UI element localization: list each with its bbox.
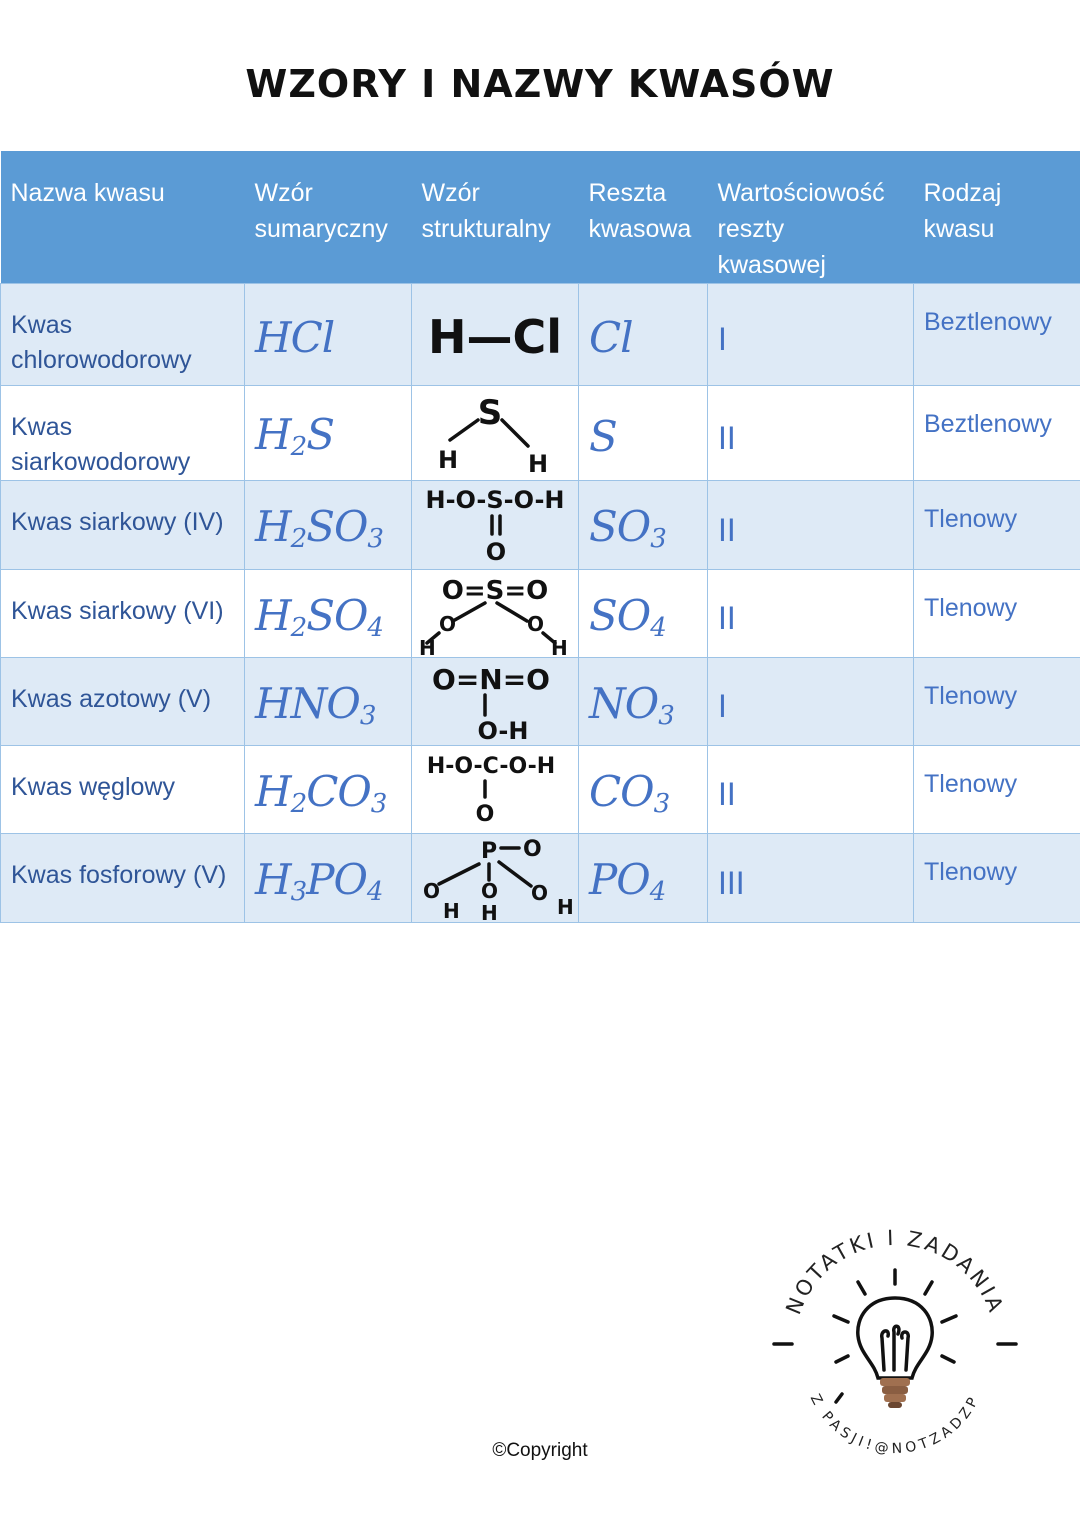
table-row [1,834,1080,923]
atom-o: O [531,881,549,905]
acid-name-cell: Kwas siarkowy (VI) [1,570,245,658]
acid-type-cell: Tlenowy [914,481,1080,570]
valence-cell: II [708,481,914,570]
structure-bottom: O-H [477,716,529,745]
bulb-filament [882,1326,909,1370]
acids-table [0,151,1080,923]
valence-cell: III [708,834,914,923]
acid-type-cell: Tlenowy [914,834,1080,923]
atom-h: H [528,450,549,478]
structural-formula-cell [412,284,579,386]
molecular-formula-cell: $H_2SO_3$ [245,481,412,570]
atom-h: H [443,899,460,922]
copyright-text: ©Copyright [492,1440,588,1461]
structure-h2so4 [415,571,575,657]
structural-formula-cell [412,658,579,746]
atom-p: P [481,839,498,864]
acid-name-cell: Kwas azotowy (V) [1,658,245,746]
acid-type-cell: Tlenowy [914,570,1080,658]
molecular-formula-cell: $H_3PO_4$ [245,834,412,923]
table-header-row [1,151,1080,284]
atom-o: O [527,611,545,636]
logo-graphic [770,1220,1020,1460]
acid-name-cell: Kwas węglowy [1,746,245,834]
structure-top: O=N=O [432,662,550,696]
molecular-formula-cell: HCl [245,284,412,386]
structural-formula-cell [412,481,579,570]
valence-cell: I [708,284,914,386]
structural-formula-cell [412,570,579,658]
structure-row: H-O-S-O-H [425,486,565,514]
table-row [1,386,1080,481]
structure-h2co3 [415,747,575,833]
valence-cell: II [708,386,914,481]
structure-h2so3 [415,482,575,568]
molecular-formula-cell: $H_2CO_3$ [245,746,412,834]
molecular-formula-cell: $H_2SO_4$ [245,570,412,658]
header-acid-name: Nazwa kwasu [10,179,165,207]
table-row [1,570,1080,658]
atom-h: H [557,895,574,919]
acid-residue-cell: $CO_3$ [579,746,708,834]
acid-type-cell: Tlenowy [914,746,1080,834]
valence-cell: II [708,746,914,834]
acid-residue-cell: $SO_4$ [579,570,708,658]
acid-name-cell: Kwas siarkowy (IV) [1,481,245,570]
acid-type-cell: Beztlenowy [914,284,1080,386]
structure-top: O=S=O [441,575,549,606]
logo-top-text: NOTATKI I ZADANIA [781,1225,1009,1318]
brand-logo [770,1220,1020,1460]
atom-o: O [481,879,499,903]
structure-h2s [420,388,570,478]
structural-formula-cell [412,746,579,834]
logo-bottom-text: Z PASJI!@NOTZADZP [806,1391,984,1458]
acid-residue-cell: $NO_3$ [579,658,708,746]
table-row [1,284,1080,386]
structural-formula-cell [412,386,579,481]
header-residue-valence: Wartościowość reszty kwasowej [717,179,885,279]
molecular-formula-cell: $H_2S$ [245,386,412,481]
acid-name-cell: Kwas siarkowodorowy [1,386,245,481]
structure-row: H-O-C-O-H [426,753,556,779]
valence-cell: II [708,570,914,658]
valence-cell: I [708,658,914,746]
header-acid-type: Rodzaj kwasu [923,179,1002,243]
acid-residue-cell: $SO_3$ [579,481,708,570]
structure-hno3 [415,659,575,745]
atom-h: H [438,446,459,474]
header-acid-residue: Reszta kwasowa [588,179,692,243]
acid-residue-cell: S [579,386,708,481]
header-molecular-formula: Wzór sumaryczny [254,179,388,243]
acid-name-cell: Kwas fosforowy (V) [1,834,245,923]
structure-h3po4 [415,834,575,922]
atom-h: H [419,635,436,657]
atom-o: O [485,538,507,566]
atom-h: H [551,635,568,657]
table-row [1,658,1080,746]
atom-h: H [481,901,498,922]
page-title: WZORY I NAZWY KWASÓW [245,62,835,106]
acid-name-cell: Kwas chlorowodorowy [1,284,245,386]
molecular-formula-cell: $HNO_3$ [245,658,412,746]
atom-o: O [439,611,457,636]
acid-residue-cell: Cl [579,284,708,386]
acid-residue-cell: $PO_4$ [579,834,708,923]
header-structural-formula: Wzór strukturalny [421,179,551,243]
acid-type-cell: Tlenowy [914,658,1080,746]
table-row [1,746,1080,834]
structure-text: H—Cl [427,309,563,364]
structural-formula-cell [412,834,579,923]
acid-type-cell: Beztlenowy [914,386,1080,481]
table-row [1,481,1080,570]
atom-o: O [523,837,542,862]
atom-o: O [423,879,441,903]
atom-o: O [475,801,495,827]
atom-s: S [477,393,503,433]
structure-hcl [420,295,570,375]
